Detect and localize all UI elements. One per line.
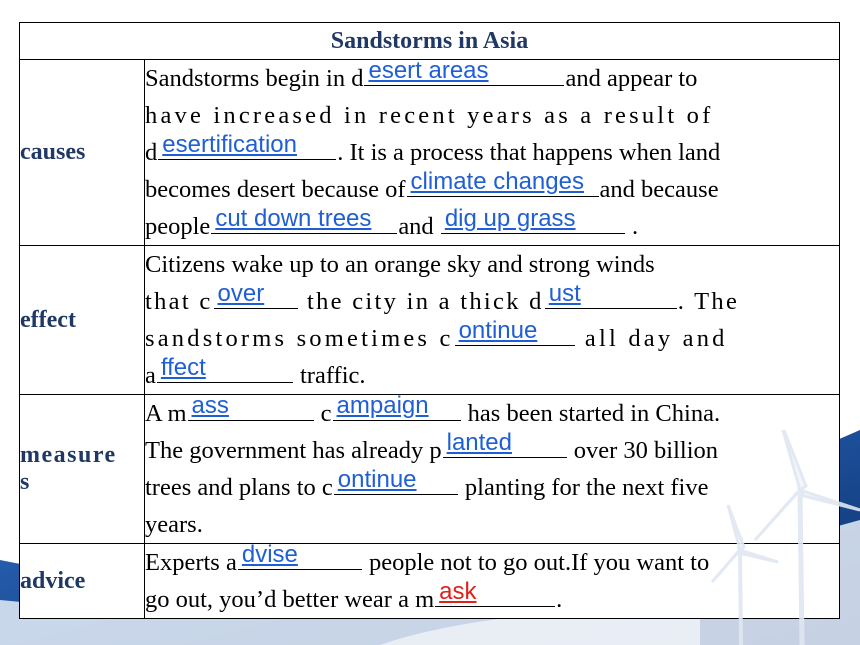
table-row-advice — [20, 544, 840, 619]
row-label-advice: advice — [20, 544, 145, 619]
text-fragment: The government has already p — [145, 437, 442, 464]
text-fragment: have increased in recent years as a result of — [145, 102, 714, 129]
row-text-effect — [145, 246, 840, 395]
answer-text: ontinue — [337, 466, 417, 493]
text-fragment: . The — [677, 288, 740, 315]
answer-blank — [211, 205, 397, 234]
text-fragment: and — [398, 213, 440, 240]
text-fragment: people — [145, 213, 211, 240]
text-fragment: that c — [145, 288, 213, 315]
text-fragment: becomes desert because of — [145, 176, 406, 203]
answer-blank — [157, 354, 293, 383]
table-row-effect — [20, 246, 840, 395]
answer-blank — [238, 541, 362, 570]
answer-text: esert areas — [368, 57, 489, 84]
sandstorms-table — [19, 22, 840, 619]
text-fragment: Sandstorms begin in d — [145, 65, 364, 92]
answer-blank — [443, 429, 567, 458]
answer-text: lanted — [446, 429, 512, 456]
answer-blank — [545, 280, 677, 309]
row-label-line: s — [20, 469, 31, 495]
answer-text: dvise — [241, 541, 298, 568]
text-fragment: people not to go out.If you want to — [362, 549, 710, 576]
text-fragment: and because — [599, 176, 719, 203]
text-fragment: planting for the next five — [458, 474, 709, 501]
answer-text: ust — [548, 280, 581, 307]
text-fragment: A m — [145, 400, 187, 427]
table-title: Sandstorms in Asia — [20, 23, 840, 60]
answer-blank — [441, 205, 625, 234]
table-row-measures — [20, 395, 840, 544]
answer-blank — [455, 317, 575, 346]
answer-text: ffect — [160, 354, 206, 381]
text-fragment: . It is a process that happens when land — [337, 139, 721, 166]
answer-blank — [435, 578, 555, 607]
answer-text: cut down trees — [215, 205, 372, 232]
text-fragment: the city in a thick d — [298, 288, 544, 315]
text-fragment: trees and plans to c — [145, 474, 333, 501]
row-label-causes: causes — [20, 60, 145, 246]
answer-blank — [407, 168, 599, 197]
answer-blank — [333, 392, 461, 421]
text-fragment: go out, you’d better wear a m — [145, 586, 435, 613]
text-fragment: a — [145, 362, 156, 389]
answer-blank — [364, 57, 564, 86]
text-fragment: years. — [145, 511, 203, 538]
row-text-measures — [145, 392, 840, 544]
answer-text: ass — [191, 392, 229, 419]
row-text-causes — [145, 57, 840, 246]
text-fragment: has been started in China. — [461, 400, 721, 427]
answer-text: over — [217, 280, 265, 307]
answer-blank — [214, 280, 298, 309]
answer-text: dig up grass — [444, 205, 576, 232]
text-fragment: over 30 billion — [567, 437, 718, 464]
text-fragment: all day and — [575, 325, 728, 352]
table-row-causes — [20, 60, 840, 246]
answer-blank — [188, 392, 314, 421]
answer-text: esertification — [162, 131, 297, 158]
answer-text: climate changes — [410, 168, 584, 195]
row-label-effect: effect — [20, 246, 145, 395]
answer-text-highlight: ask — [439, 578, 477, 605]
text-fragment: Citizens wake up to an orange sky and strong winds — [145, 251, 655, 278]
text-fragment: and appear to — [565, 65, 698, 92]
row-label-line: measure — [20, 442, 117, 468]
answer-blank — [158, 131, 336, 160]
answer-text: ampaign — [336, 392, 429, 419]
answer-text: ontinue — [458, 317, 538, 344]
row-label-measures — [20, 395, 145, 544]
text-fragment: . — [556, 586, 563, 613]
row-text-advice — [145, 541, 840, 619]
text-fragment: Experts a — [145, 549, 237, 576]
text-fragment: traffic. — [293, 362, 366, 389]
text-fragment: . — [625, 213, 639, 240]
text-fragment: sandstorms sometimes c — [145, 325, 454, 352]
text-fragment: c — [314, 400, 332, 427]
answer-blank — [334, 466, 458, 495]
text-fragment: d — [145, 139, 158, 166]
